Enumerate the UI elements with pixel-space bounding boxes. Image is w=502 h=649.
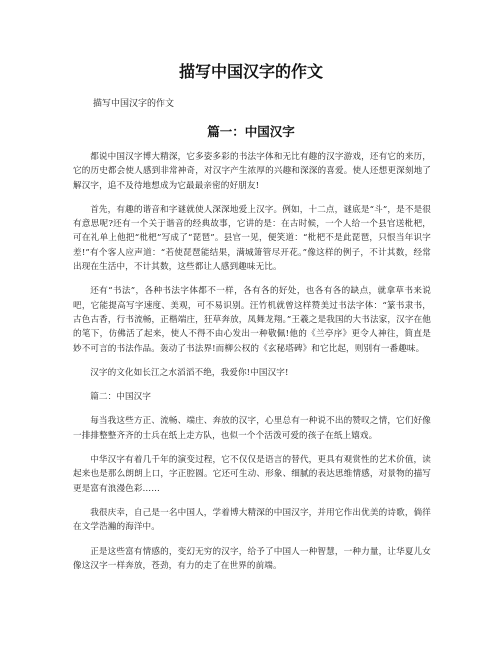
paragraph: 首先，有趣的谐音和字谜就使人深深地爱上汉字。例如，十二点，谜底是“斗”，是不是很有意思呢?还有一个关于谐音的经典故事，它讲的是：在古时候，一个人给一个县官送枇杷，可在礼单上他把“枇杷”写成了“琵琶”。县官一见，便笑道：“枇杷不是此琵琶，只恨当年识字差!”有个客人应声道：“若使琵琶能结果，满城箫管尽开花。”像这样的例子，不计其数，经常出现在生活中，不计其数，这些都让人感到趣味无比。 (73, 204, 431, 273)
paragraph: 中华汉字有着几千年的演变过程，它不仅仅是语言的替代，更具有观赏性的艺术价值，读起来也是那么朗朗上口，字正腔圆。它还可生动、形象、细腻的表达思维情感，对景物的描写更是富有浪漫色彩…… (73, 455, 431, 494)
paragraph: 都说中国汉字博大精深，它多姿多彩的书法字体和无比有趣的汉字游戏，还有它的来历，它的历史都会使人感到非常神奇，对汉字产生浓厚的兴趣和深深的喜爱。使人还想更深刻地了解汉字，追不及待地想成为它最最亲密的好朋友! (73, 152, 431, 191)
paragraph: 每当我这些方正、流畅、端庄、奔放的汉字，心里总有一种说不出的赞叹之情，它们好像一排排整整齐齐的士兵在纸上走方队，也似一个个活泼可爱的孩子在纸上嬉戏。 (73, 416, 431, 441)
essay-body (73, 150, 431, 583)
paragraph: 还有“书法”，各种书法字体都不一样，各有各的好处，也各有各的缺点，就拿草书来说吧，它能提高写字速度、美观，可不易识别。汪竹机就曾这样赞美过书法字体：“篆书隶书，古色古香，行书流畅，正楷端庄，狂草奔放，凤舞龙翔。”王羲之是我国的大书法家，汉字在他的笔下，仿佛活了起来，使人不得不由心发出一种敬佩!他的《兰亭序》更令人神往，简直是妙不可言的书法作品。轰动了书法界!而柳公权的《玄秘塔碑》和它比起，则别有一番趣味。 (73, 286, 431, 354)
paragraph: 汉字的文化如长江之水滔滔不绝，我爱你!中国汉字! (90, 367, 289, 378)
paragraph: 正是这些富有情感的，变幻无穷的汉字，给予了中国人一种智慧，一种力量，让华夏儿女像这汉字一样奔放，苍劲，有力的走了在世界的前端。 (73, 546, 431, 571)
section-heading: 篇一：中国汉字 (207, 124, 295, 139)
paragraph: 篇二：中国汉字 (90, 392, 152, 403)
document-subtitle: 描写中国汉字的作文 (93, 99, 175, 109)
paragraph: 我很庆幸，自己是一名中国人，学着博大精深的中国汉字，并用它作出优美的诗歌，倘徉在文学浩瀚的海洋中。 (73, 507, 431, 533)
page-title: 描写中国汉字的作文 (178, 62, 323, 81)
